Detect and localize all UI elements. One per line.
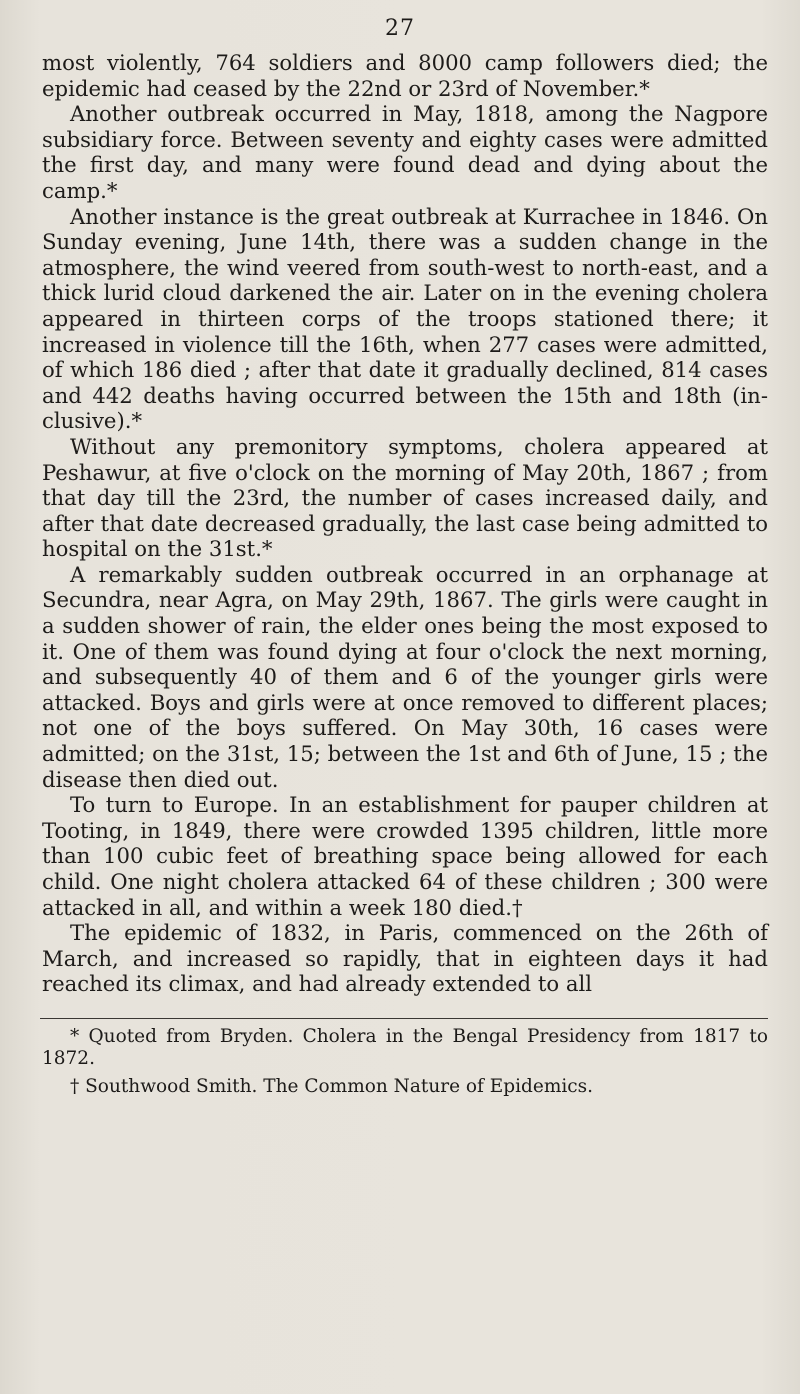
- page-number: 27: [385, 16, 415, 41]
- footnote-divider: [40, 1018, 768, 1019]
- paragraph-2: Another outbreak occurred in May, 1818, among the Nagpore subsidiary force. Between seventy and eighty cases were admitted the first day, and many were found dead and dying about the camp.*: [42, 101, 768, 203]
- paragraph-4: Without any premonitory symptoms, cholera appeared at Peshawur, at five o'clock on the morning of May 20th, 1867 ; from that day till the 23rd, the number of cases increased daily, and after that date decreased gradually, the last case being admitted to hospital on the 31st.*: [42, 433, 768, 562]
- paragraph-3: Another instance is the great outbreak at Kurrachee in 1846. On Sunday evening, June 14th, there was a sudden change in the atmosphere, the wind veered from south-west to north-east, and a thick lurid cloud darkened the air. Later on in the evening cholera appeared in thirteen corps of the troops stationed there; it increased in violence till the 16th, when 277 cases were admitted, of which 186 died ; after that date it gradually declined, 814 cases and 442 deaths having occurred between the 15th and 18th (in-clusive).*: [42, 203, 768, 434]
- footnote-2: † Southwood Smith. The Common Nature of Epidemics.: [70, 1076, 594, 1097]
- paragraph-1: most violently, 764 soldiers and 8000 camp followers died; the epidemic had ceased by the 22nd or 23rd of November.*: [42, 50, 768, 101]
- body-text: [42, 50, 768, 997]
- paragraph-5: A remarkably sudden outbreak occurred in an orphanage at Secundra, near Agra, on May 29th, 1867. The girls were caught in a sudden shower of rain, the elder ones being the most exposed to it. One of them was found dying at four o'clock the next morning, and subsequently 40 of them and 6 of the younger girls were attacked. Boys and girls were at once removed to different places; not one of the boys suffered. On May 30th, 16 cases were admitted; on the 31st, 15; between the 1st and 6th of June, 15 ; the disease then died out.: [42, 561, 768, 792]
- footnote-1: * Quoted from Bryden. Cholera in the Bengal Presidency from 1817 to 1872.: [42, 1026, 768, 1069]
- paragraph-7: The epidemic of 1832, in Paris, commenced on the 26th of March, and increased so rapidly, that in eighteen days it had reached its climax, and had already extended to all: [42, 920, 768, 997]
- paragraph-6: To turn to Europe. In an establishment for pauper children at Tooting, in 1849, there were crowded 1395 children, little more than 100 cubic feet of breathing space being allowed for each child. One night cholera attacked 64 of these children ; 300 were attacked in all, and within a week 180 died.†: [42, 792, 768, 920]
- footnotes: [42, 1026, 768, 1104]
